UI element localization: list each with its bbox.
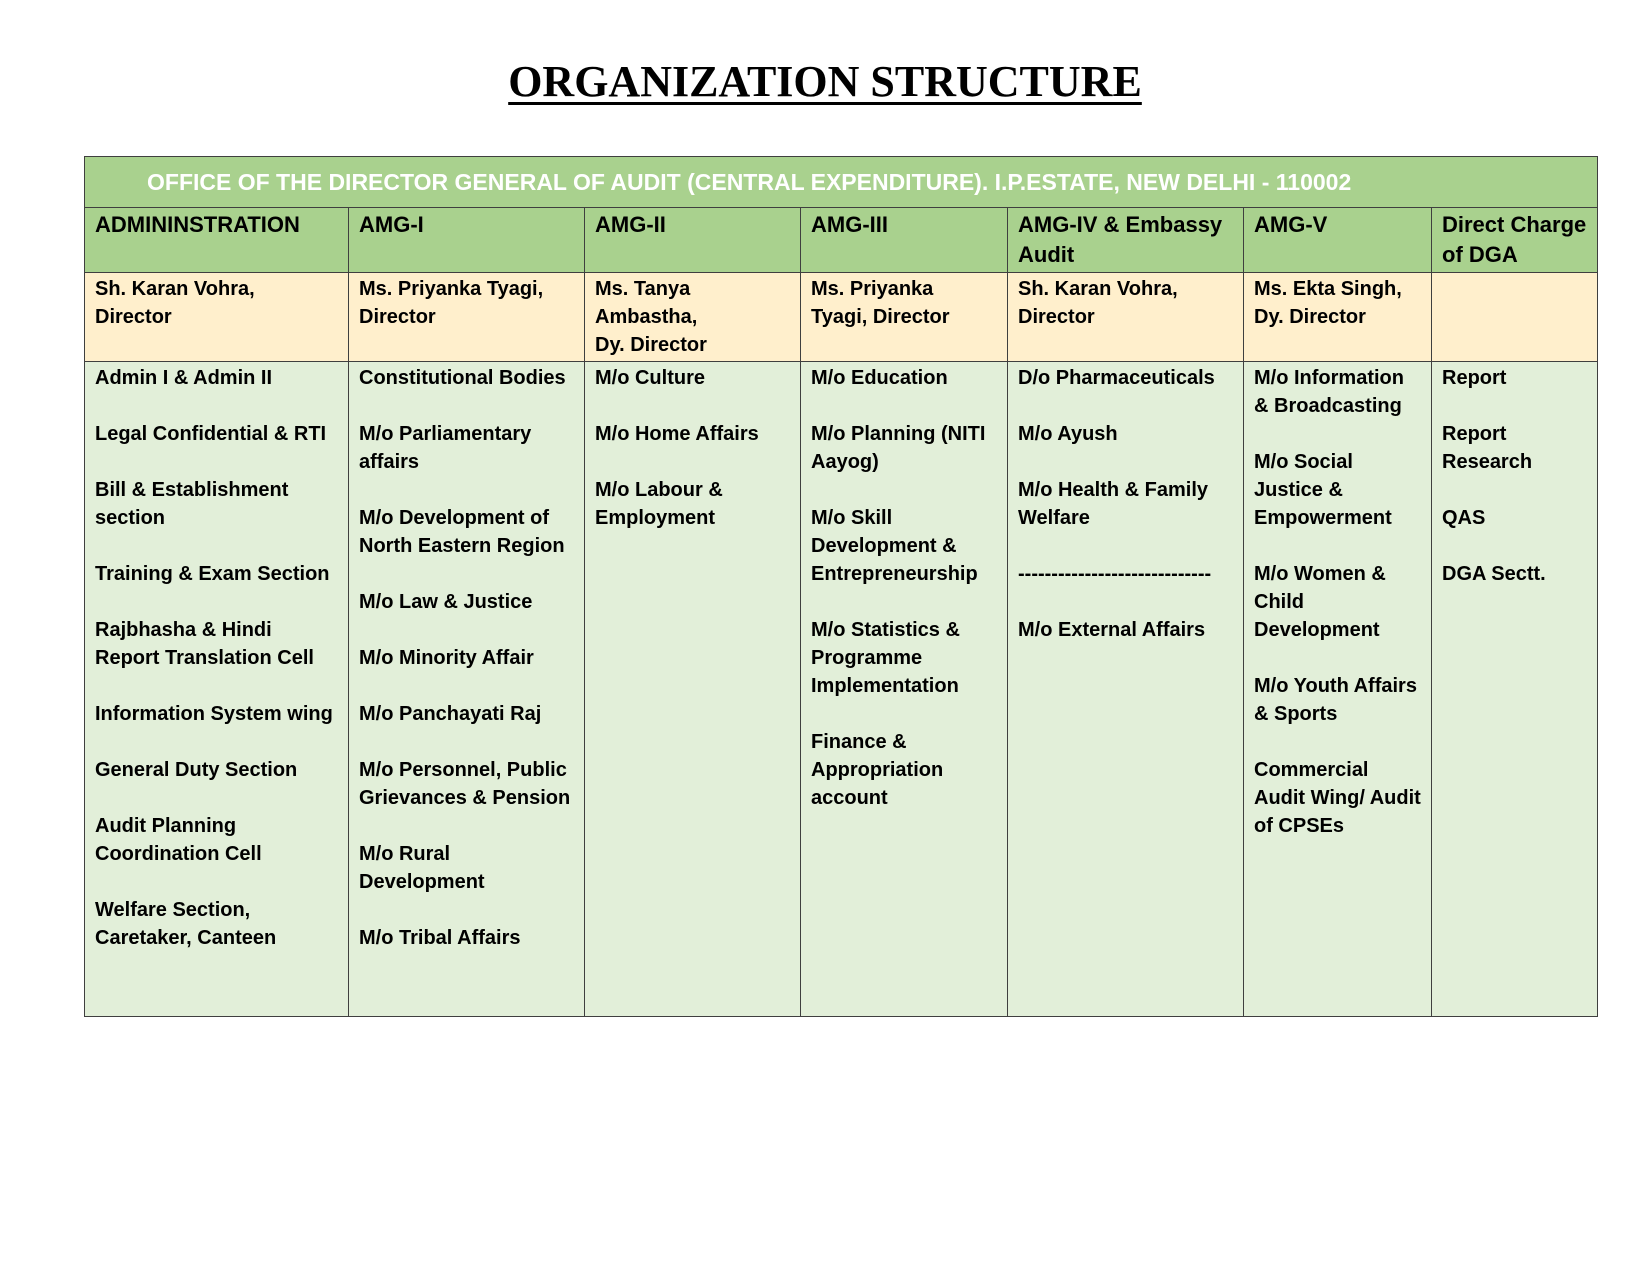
responsibility-item: M/o Culture [595,367,705,389]
officer-cell [1432,273,1598,362]
responsibility-item: Audit Planning Coordination Cell [95,815,262,865]
responsibility-item: M/o Planning (NITI Aayog) [811,423,986,473]
page-title-text: ORGANIZATION STRUCTURE [508,57,1142,106]
responsibility-item: M/o Personnel, Public Grievances & Pension [359,759,571,809]
office-heading: OFFICE OF THE DIRECTOR GENERAL OF AUDIT (CENTRAL EXPENDITURE). I.P.ESTATE, NEW DELHI - 110002 [85,157,1598,208]
responsibility-item: M/o Panchayati Raj [359,703,542,725]
officer-cell: Ms. Priyanka Tyagi, Director [801,273,1008,362]
officer-cell: Ms. Priyanka Tyagi, Director [349,273,585,362]
responsibility-item: M/o Parliamentary affairs [359,423,532,473]
group-heading: Direct Charge of DGA [1432,208,1598,273]
responsibility-item: Constitutional Bodies [359,367,566,389]
responsibility-list [1442,364,1587,588]
responsibility-item: M/o Youth Affairs & Sports [1254,675,1417,725]
responsibilities-cell [349,362,585,1017]
organization-table [84,156,1598,1017]
responsibility-item: M/o Minority Affair [359,647,534,669]
group-heading: AMG-II [585,208,801,273]
section-divider: ----------------------------- [1018,563,1212,585]
responsibilities-cell [1008,362,1244,1017]
responsibilities-cell [1244,362,1432,1017]
responsibility-item: M/o Labour & Employment [595,479,723,529]
responsibility-item: M/o Home Affairs [595,423,759,445]
officer-cell: Ms. Tanya Ambastha, Dy. Director [585,273,801,362]
group-heading: ADMININSTRATION [85,208,349,273]
responsibilities-cell [585,362,801,1017]
responsibility-list [811,364,997,812]
group-heading: AMG-V [1244,208,1432,273]
responsibilities-cell [801,362,1008,1017]
responsibility-item: M/o Women & Child Development [1254,563,1386,641]
responsibility-item: M/o Rural Development [359,843,485,893]
responsibility-item: Bill & Establishment section [95,479,289,529]
responsibility-list [95,364,338,952]
responsibility-item: Training & Exam Section [95,563,330,585]
responsibility-list [1254,364,1421,840]
group-heading: AMG-IV & Embassy Audit [1008,208,1244,273]
responsibility-item: Welfare Section, Caretaker, Canteen [95,899,277,949]
responsibility-list [1018,364,1233,644]
responsibility-item: Commercial Audit Wing/ Audit of CPSEs [1254,759,1421,837]
responsibility-item: M/o External Affairs [1018,619,1206,641]
responsibility-item: M/o Law & Justice [359,591,533,613]
responsibility-item: Information System wing [95,703,333,725]
responsibility-item: M/o Tribal Affairs [359,927,521,949]
officer-cell: Sh. Karan Vohra, Director [85,273,349,362]
responsibility-item: M/o Health & Family Welfare [1018,479,1209,529]
office-heading-row [85,157,1598,208]
responsibility-item: DGA Sectt. [1442,563,1546,585]
responsibility-item: M/o Education [811,367,948,389]
responsibilities-row [85,362,1598,1017]
responsibility-item: M/o Ayush [1018,423,1118,445]
page-title [0,56,1650,108]
responsibility-item: M/o Statistics & Programme Implementation [811,619,960,697]
officer-row [85,273,1598,362]
responsibility-item: Legal Confidential & RTI [95,423,327,445]
responsibility-item: General Duty Section [95,759,298,781]
responsibility-item: Report Research [1442,423,1533,473]
responsibility-item: D/o Pharmaceuticals [1018,367,1215,389]
responsibilities-cell [85,362,349,1017]
group-heading: AMG-III [801,208,1008,273]
responsibility-item: M/o Skill Development & Entrepreneurship [811,507,978,585]
group-heading-row [85,208,1598,273]
responsibility-item: Rajbhasha & Hindi Report Translation Cell [95,619,314,669]
responsibility-item: M/o Development of North Eastern Region [359,507,565,557]
responsibility-item: Report [1442,367,1507,389]
responsibility-item: M/o Social Justice & Empowerment [1254,451,1392,529]
responsibilities-cell [1432,362,1598,1017]
responsibility-item: Finance & Appropriation account [811,731,944,809]
responsibility-item: M/o Information & Broadcasting [1254,367,1404,417]
responsibility-item: Admin I & Admin II [95,367,273,389]
officer-cell: Sh. Karan Vohra, Director [1008,273,1244,362]
officer-cell: Ms. Ekta Singh, Dy. Director [1244,273,1432,362]
responsibility-item: QAS [1442,507,1486,529]
responsibility-list [595,364,790,532]
responsibility-list [359,364,574,952]
group-heading: AMG-I [349,208,585,273]
